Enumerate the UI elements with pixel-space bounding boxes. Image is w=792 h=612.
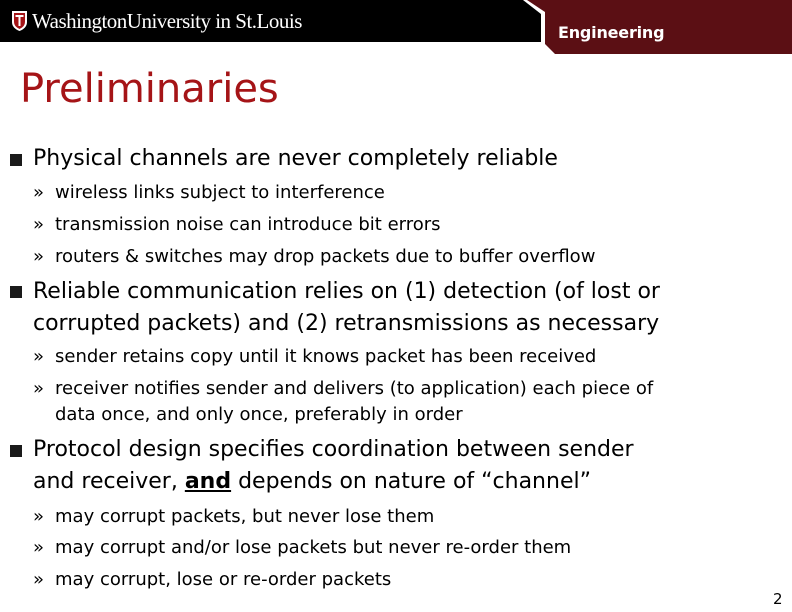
sub-bullet-marker-icon: » xyxy=(33,246,43,267)
bullet-square-icon xyxy=(10,445,22,457)
bullet-1-line-1: Physical channels are never completely reliable xyxy=(33,146,558,171)
university-logo-text: WashingtonUniversity in St.Louis xyxy=(32,9,302,33)
bullet-3-line-2 xyxy=(33,466,591,498)
sub-bullet-marker-icon: » xyxy=(33,346,43,367)
sub-bullet-marker-icon: » xyxy=(33,506,43,527)
bullet-2-sub-2-line-2: data once, and only once, preferably in order xyxy=(55,404,463,425)
bullet-3-line-2-tail: depends on nature of “channel” xyxy=(238,469,591,494)
sub-bullet-marker-icon: » xyxy=(33,378,43,399)
slide-title: Preliminaries xyxy=(20,66,279,112)
sub-bullet-marker-icon: » xyxy=(33,537,43,558)
bullet-1-sub-3: routers & switches may drop packets due to buffer overflow xyxy=(55,246,596,267)
bullet-3-line-2-head: and receiver, xyxy=(33,469,178,494)
bullet-2-sub-2-line-1: receiver notifies sender and delivers (to application) each piece of xyxy=(55,378,654,399)
header-bar xyxy=(0,0,792,42)
bullet-2-line-2: corrupted packets) and (2) retransmissions as necessary xyxy=(33,311,660,336)
sub-bullet-marker-icon: » xyxy=(33,214,43,235)
emphasis-and: and xyxy=(184,469,232,494)
bullet-3-sub-1: may corrupt packets, but never lose them xyxy=(55,506,435,527)
university-seal-icon xyxy=(12,11,27,31)
bullet-3-sub-3: may corrupt, lose or re-order packets xyxy=(55,569,392,590)
engineering-label: Engineering xyxy=(558,23,665,42)
bullet-1-sub-1: wireless links subject to interference xyxy=(55,182,385,203)
engineering-tab xyxy=(523,0,792,58)
bullet-3-line-1: Protocol design specifies coordination between sender xyxy=(33,437,634,462)
bullet-2-line-1: Reliable communication relies on (1) detection (of lost or xyxy=(33,279,660,304)
bullet-1-sub-2: transmission noise can introduce bit errors xyxy=(55,214,441,235)
bullet-square-icon xyxy=(10,286,22,298)
bullet-2-sub-1: sender retains copy until it knows packet has been received xyxy=(55,346,597,367)
sub-bullet-marker-icon: » xyxy=(33,182,43,203)
bullet-3-sub-2: may corrupt and/or lose packets but never re-order them xyxy=(55,537,572,558)
page-number: 2 xyxy=(773,590,783,608)
sub-bullet-marker-icon: » xyxy=(33,569,43,590)
bullet-square-icon xyxy=(10,154,22,166)
